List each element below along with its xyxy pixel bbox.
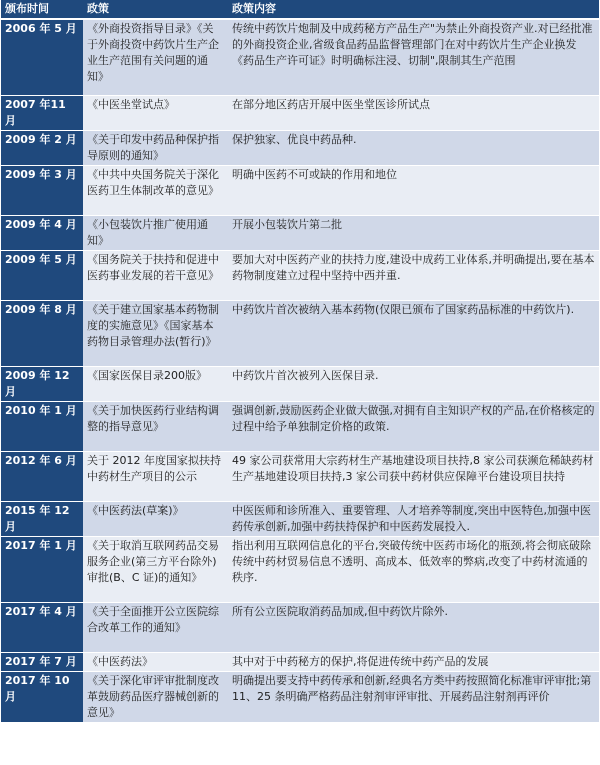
row-date: 2017 年 1 月 xyxy=(1,536,83,602)
row-policy: 《关于加快医药行业结构调整的指导意见》 xyxy=(83,401,228,451)
row-date: 2006 年 5 月 xyxy=(1,19,83,95)
table-header-row xyxy=(1,0,599,19)
row-policy: 《国务院关于扶持和促进中医药事业发展的若干意见》 xyxy=(83,250,228,300)
table-row xyxy=(1,130,599,165)
row-content: 明确中医药不可或缺的作用和地位 xyxy=(228,165,599,215)
row-date: 2009 年 8 月 xyxy=(1,300,83,366)
table-row xyxy=(1,652,599,671)
row-content: 所有公立医院取消药品加成,但中药饮片除外. xyxy=(228,602,599,652)
row-policy: 《关于全面推开公立医院综合改革工作的通知》 xyxy=(83,602,228,652)
row-content: 中医医师和诊所准入、重要管理、人才培养等制度,突出中医特色,加强中医药传承创新,加强中药扶持保护和中医药发展投入. xyxy=(228,501,599,536)
row-content: 明确提出要支持中药传承和创新,经典名方类中药按照简化标准审评审批;第 11、25 条明确严格药品注射剂审评审批、开展药品注射剂再评价 xyxy=(228,671,599,722)
row-content: 开展小包装饮片第二批 xyxy=(228,215,599,250)
row-content: 其中对于中药秘方的保护,将促进传统中药产品的发展 xyxy=(228,652,599,671)
table-row xyxy=(1,671,599,722)
row-date: 2009 年 3 月 xyxy=(1,165,83,215)
table-row xyxy=(1,501,599,536)
row-content: 在部分地区药店开展中医坐堂医诊所试点 xyxy=(228,95,599,130)
row-policy: 《外商投资指导目录》《关于外商投资中药饮片生产企业生产范围有关问题的通知》 xyxy=(83,19,228,95)
row-content: 49 家公司获常用大宗药材生产基地建设项目扶持,8 家公司获濒危稀缺药材生产基地建设项目扶持,3 家公司获中药材供应保障平台建设项目扶持 xyxy=(228,451,599,501)
row-date: 2007 年11 月 xyxy=(1,95,83,130)
row-content: 指出利用互联网信息化的平台,突破传统中医药市场化的瓶颈,将会彻底破除传统中药材贸易信息不透明、高成本、低效率的弊病,改变了中药材流通的秩序. xyxy=(228,536,599,602)
row-policy: 《关于建立国家基本药物制度的实施意见》《国家基本药物目录管理办法(暂行)》 xyxy=(83,300,228,366)
row-policy: 《中医坐堂试点》 xyxy=(83,95,228,130)
row-date: 2017 年 10 月 xyxy=(1,671,83,722)
row-content: 传统中药饮片炮制及中成药秘方产品生产"为禁止外商投资产业.对已经批准的外商投资企业,省级食品药品监督管理部门在对中药饮片生产企业换发《药品生产许可证》时明确标注浸、切制",限制其生产范围 xyxy=(228,19,599,95)
policy-table xyxy=(1,0,599,723)
row-date: 2017 年 4 月 xyxy=(1,602,83,652)
table-row xyxy=(1,366,599,401)
row-policy: 《中医药法(草案)》 xyxy=(83,501,228,536)
row-policy: 《中医药法》 xyxy=(83,652,228,671)
row-policy: 《关于深化审评审批制度改革鼓励药品医疗器械创新的意见》 xyxy=(83,671,228,722)
header-date: 颁布时间 xyxy=(1,0,83,19)
table-row xyxy=(1,401,599,451)
table-row xyxy=(1,451,599,501)
row-policy: 《关于印发中药品种保护指导原则的通知》 xyxy=(83,130,228,165)
row-policy: 《国家医保目录200版》 xyxy=(83,366,228,401)
table-row xyxy=(1,215,599,250)
table-row xyxy=(1,95,599,130)
row-content: 强调创新,鼓励医药企业做大做强,对拥有自主知识产权的产品,在价格核定的过程中给予单独制定价格的政策. xyxy=(228,401,599,451)
row-date: 2009 年 12 月 xyxy=(1,366,83,401)
row-content: 中药饮片首次被列入医保目录. xyxy=(228,366,599,401)
row-date: 2012 年 6 月 xyxy=(1,451,83,501)
row-policy: 《关于取消互联网药品交易服务企业(第三方平台除外)审批(B、C 证)的通知》 xyxy=(83,536,228,602)
policy-table-body xyxy=(1,19,599,722)
row-date: 2010 年 1 月 xyxy=(1,401,83,451)
table-row xyxy=(1,300,599,366)
row-content: 要加大对中医药产业的扶持力度,建设中成药工业体系,并明确提出,要在基本药物制度建立过程中坚持中西并重. xyxy=(228,250,599,300)
row-policy: 《中共中央国务院关于深化医药卫生体制改革的意见》 xyxy=(83,165,228,215)
row-content: 中药饮片首次被纳入基本药物(仅限已颁布了国家药品标准的中药饮片). xyxy=(228,300,599,366)
header-content: 政策内容 xyxy=(228,0,599,19)
table-row xyxy=(1,602,599,652)
table-row xyxy=(1,536,599,602)
row-policy: 《小包装饮片推广使用通知》 xyxy=(83,215,228,250)
row-policy: 关于 2012 年度国家拟扶持中药材生产项目的公示 xyxy=(83,451,228,501)
header-policy: 政策 xyxy=(83,0,228,19)
row-date: 2009 年 2 月 xyxy=(1,130,83,165)
row-date: 2015 年 12 月 xyxy=(1,501,83,536)
table-row xyxy=(1,250,599,300)
row-date: 2009 年 5 月 xyxy=(1,250,83,300)
row-date: 2017 年 7 月 xyxy=(1,652,83,671)
row-content: 保护独家、优良中药品种. xyxy=(228,130,599,165)
table-row xyxy=(1,165,599,215)
row-date: 2009 年 4 月 xyxy=(1,215,83,250)
table-row xyxy=(1,19,599,95)
